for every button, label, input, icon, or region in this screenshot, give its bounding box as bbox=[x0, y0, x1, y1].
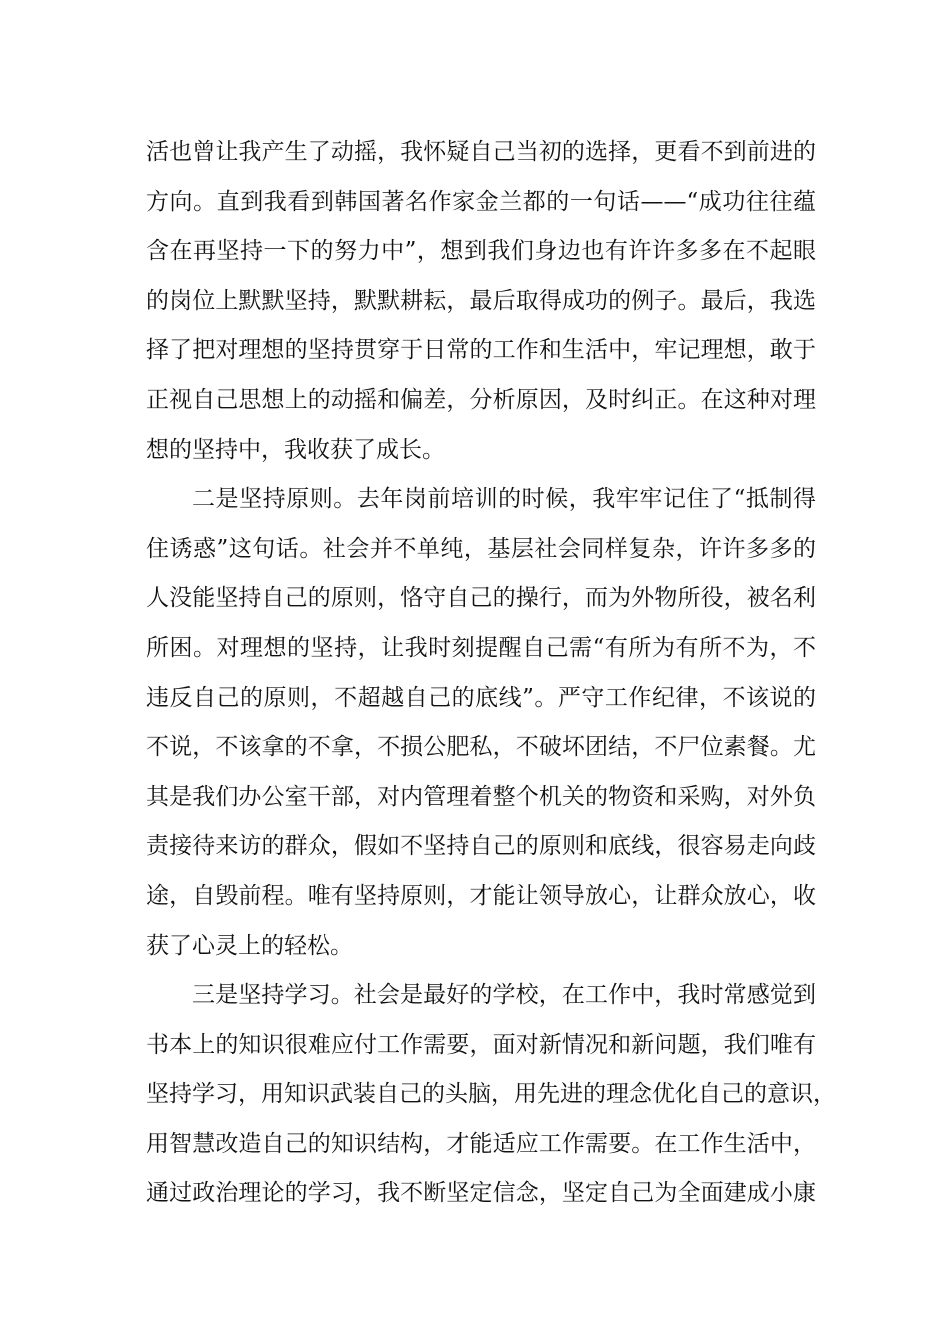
text-line: 方向。直到我看到韩国著名作家金兰都的一句话——“成功往往蕴 bbox=[146, 188, 816, 215]
document-body bbox=[146, 128, 836, 1219]
text-line: 想的坚持中，我收获了成长。 bbox=[146, 436, 445, 463]
paragraph-start-line: 二是坚持原则。去年岗前培训的时候，我牢牢记住了“抵制得 bbox=[192, 486, 816, 513]
text-line: 住诱惑”这句话。社会并不单纯，基层社会同样复杂，许许多多的 bbox=[146, 535, 816, 562]
text-line: 不说，不该拿的不拿，不损公肥私，不破坏团结，不尸位素餐。尤 bbox=[146, 734, 816, 761]
text-line: 的岗位上默默坚持，默默耕耘，最后取得成功的例子。最后，我选 bbox=[146, 287, 816, 314]
text-line: 书本上的知识很难应付工作需要，面对新情况和新问题，我们唯有 bbox=[146, 1031, 816, 1058]
text-line: 用智慧改造自己的知识结构，才能适应工作需要。在工作生活中， bbox=[146, 1130, 816, 1157]
text-line: 责接待来访的群众，假如不坚持自己的原则和底线，很容易走向歧 bbox=[146, 833, 816, 860]
text-line: 违反自己的原则，不超越自己的底线”。严守工作纪律，不该说的 bbox=[146, 684, 816, 711]
text-line: 所困。对理想的坚持，让我时刻提醒自己需“有所为有所不为，不 bbox=[146, 634, 816, 661]
text-line: 人没能坚持自己的原则，恪守自己的操行，而为外物所役，被名利 bbox=[146, 585, 816, 612]
text-line: 择了把对理想的坚持贯穿于日常的工作和生活中，牢记理想，敢于 bbox=[146, 337, 816, 364]
text-line: 通过政治理论的学习，我不断坚定信念，坚定自己为全面建成小康 bbox=[146, 1180, 816, 1207]
text-line: 坚持学习，用知识武装自己的头脑，用先进的理念优化自己的意识， bbox=[146, 1081, 836, 1108]
text-line: 含在再坚持一下的努力中”，想到我们身边也有许许多多在不起眼 bbox=[146, 238, 816, 265]
text-line: 活也曾让我产生了动摇，我怀疑自己当初的选择，更看不到前进的 bbox=[146, 139, 816, 165]
text-line: 正视自己思想上的动摇和偏差，分析原因，及时纠正。在这种对理 bbox=[146, 386, 816, 413]
paragraph-start-line: 三是坚持学习。社会是最好的学校，在工作中，我时常感觉到 bbox=[192, 982, 816, 1009]
text-line: 其是我们办公室干部，对内管理着整个机关的物资和采购，对外负 bbox=[146, 783, 816, 810]
text-line: 获了心灵上的轻松。 bbox=[146, 932, 353, 959]
text-line: 途，自毁前程。唯有坚持原则，才能让领导放心，让群众放心，收 bbox=[146, 882, 816, 909]
